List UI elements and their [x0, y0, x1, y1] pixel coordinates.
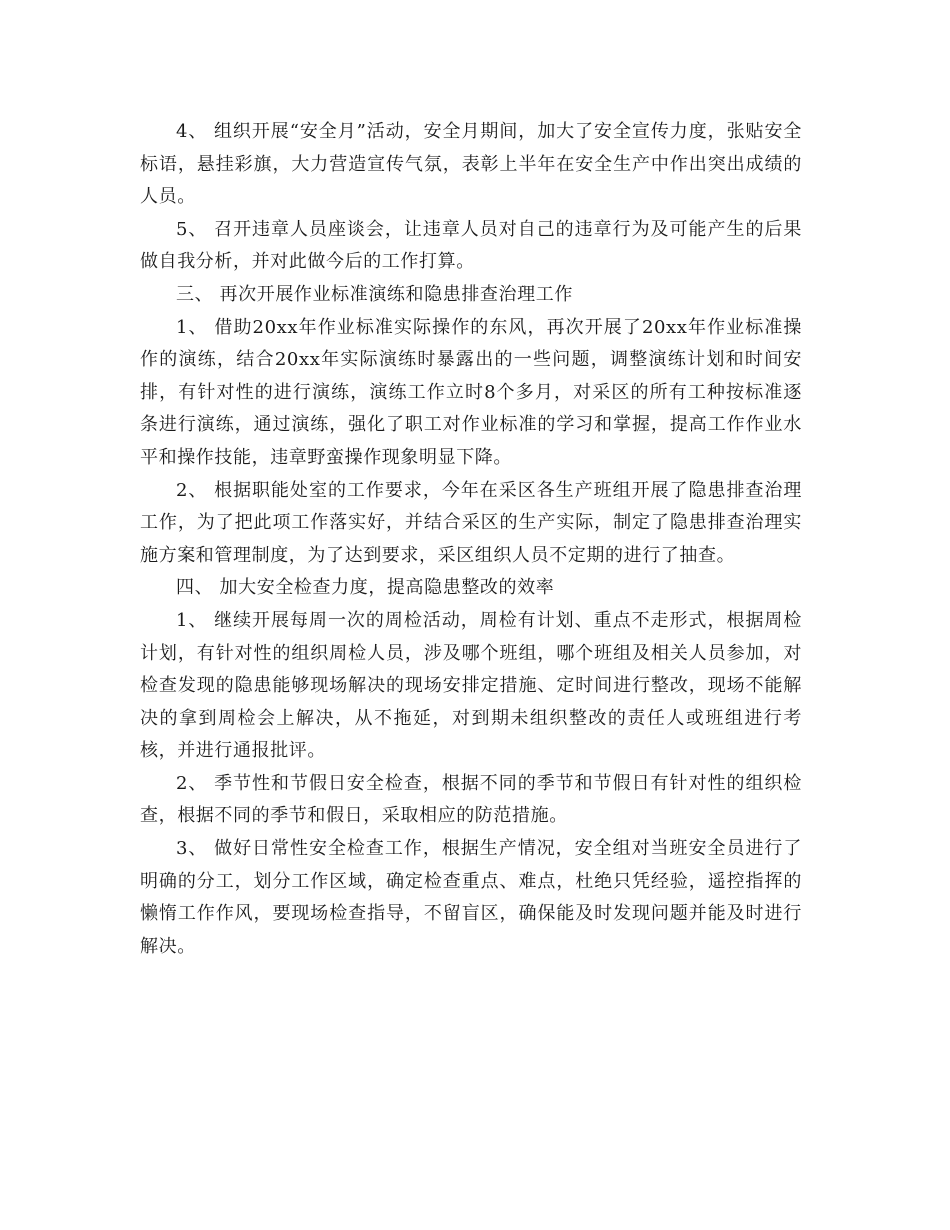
- section-heading-4: 四、 加大安全检查力度，提高隐患整改的效率: [176, 577, 555, 599]
- paragraph-item-2-hazard-check: 2、 根据职能处室的工作要求，今年在采区各生产班组开展了隐患排查治理工作，为了把此项工作落实好，并结合采区的生产实际，制定了隐患排查治理实施方案和管理制度，为了达到要求，采区组织人员不定期的进行了抽查。: [140, 479, 802, 566]
- paragraph-item-3-daily-check: 3、 做好日常性安全检查工作，根据生产情况，安全组对当班安全员进行了明确的分工，划分工作区域，确定检查重点、难点，杜绝只凭经验，遥控指挥的懒惰工作作风，要现场检查指导，不留盲区，确保能及时发现问题并能及时进行解决。: [140, 838, 802, 957]
- document-body: [140, 116, 802, 963]
- section-heading-3: 三、 再次开展作业标准演练和隐患排查治理工作: [176, 283, 573, 305]
- paragraph-item-4-safety-month: 4、 组织开展“安全月”活动，安全月期间，加大了安全宣传力度，张贴安全标语，悬挂彩旗，大力营造宣传气氛，表彰上半年在安全生产中作出突出成绩的人员。: [140, 121, 802, 208]
- paragraph-item-1-drills: 1、 借助20xx年作业标准实际操作的东风，再次开展了20xx年作业标准操作的演练，结合20xx年实际演练时暴露出的一些问题，调整演练计划和时间安排，有针对性的进行演练，演练工作立时8个多月，对采区的所有工种按标准逐条进行演练，通过演练，强化了职工对作业标准的学习和掌握，提高工作作业水平和操作技能，违章野蛮操作现象明显下降。: [140, 316, 802, 468]
- paragraph-item-1-weekly-check: 1、 继续开展每周一次的周检活动，周检有计划、重点不走形式，根据周检计划，有针对性的组织周检人员，涉及哪个班组，哪个班组及相关人员参加，对检查发现的隐患能够现场解决的现场安排定措施、定时间进行整改，现场不能解决的拿到周检会上解决，从不拖延，对到期未组织整改的责任人或班组进行考核，并进行通报批评。: [140, 609, 802, 762]
- paragraph-item-2-seasonal-check: 2、 季节性和节假日安全检查，根据不同的季节和节假日有针对性的组织检查，根据不同的季节和假日，采取相应的防范措施。: [140, 772, 802, 827]
- paragraph-item-5-violator-meeting: 5、 召开违章人员座谈会，让违章人员对自己的违章行为及可能产生的后果做自我分析，并对此做今后的工作打算。: [140, 218, 802, 273]
